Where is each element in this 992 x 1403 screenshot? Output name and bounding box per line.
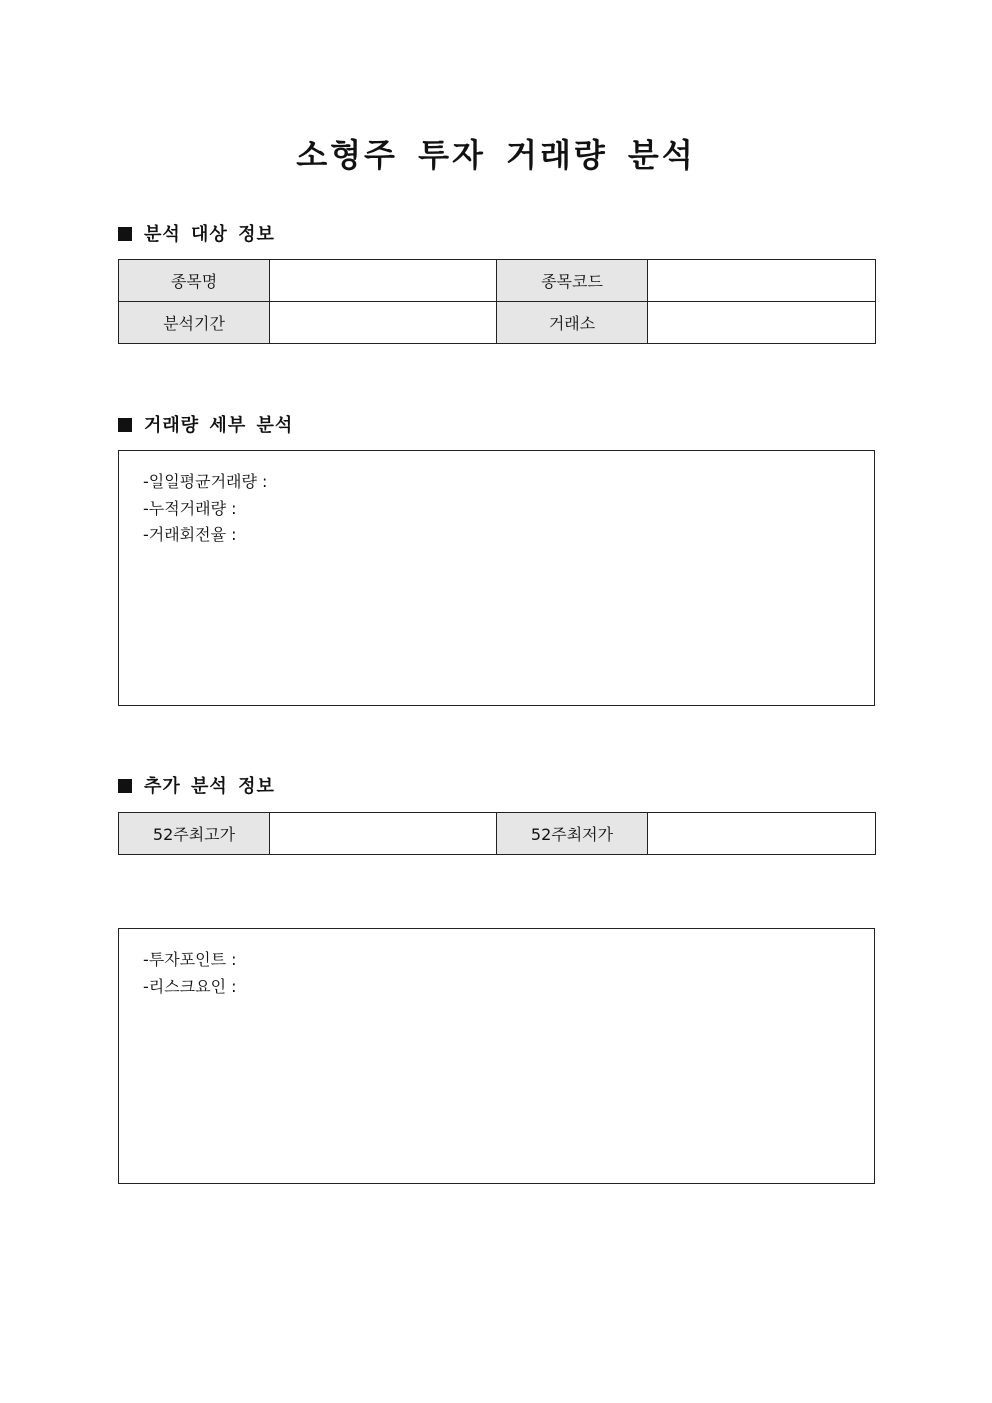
stock-name-value[interactable] (270, 260, 497, 302)
square-bullet-icon (118, 418, 132, 432)
section-heading-label: 거래량 세부 분석 (144, 415, 294, 436)
risk-factor-line: -리스크요인 : (143, 976, 237, 996)
exchange-label: 거래소 (497, 302, 648, 344)
section-heading-target-info (118, 223, 275, 247)
stock-code-value[interactable] (648, 260, 876, 302)
stock-code-label: 종목코드 (497, 260, 648, 302)
turnover-ratio-line: -거래회전율 : (143, 525, 237, 544)
table-row (119, 813, 876, 855)
square-bullet-icon (118, 227, 132, 241)
section-heading-volume-detail (118, 414, 293, 438)
analysis-period-label: 분석기간 (119, 302, 270, 344)
table-row (119, 302, 876, 344)
52-week-low-value[interactable] (648, 813, 876, 855)
section-heading-label: 추가 분석 정보 (144, 776, 275, 797)
52-week-low-label: 52주최저가 (497, 813, 648, 855)
section-heading-label: 분석 대상 정보 (144, 224, 275, 245)
investment-notes-box[interactable] (118, 928, 875, 1184)
analysis-period-value[interactable] (270, 302, 497, 344)
target-info-table (118, 259, 876, 344)
volume-detail-box[interactable] (118, 450, 875, 706)
cumulative-volume-line: -누적거래량 : (143, 498, 237, 518)
additional-info-table (118, 812, 876, 855)
document-title: 소형주 투자 거래량 분석 (296, 136, 696, 174)
avg-daily-volume-line: -일일평균거래량 : (143, 472, 268, 491)
52-week-high-value[interactable] (270, 813, 497, 855)
investment-point-line: -투자포인트 : (143, 950, 237, 969)
square-bullet-icon (118, 779, 132, 793)
stock-name-label: 종목명 (119, 260, 270, 302)
exchange-value[interactable] (648, 302, 876, 344)
52-week-high-label: 52주최고가 (119, 813, 270, 855)
section-heading-additional-info (118, 775, 275, 799)
table-row (119, 260, 876, 302)
